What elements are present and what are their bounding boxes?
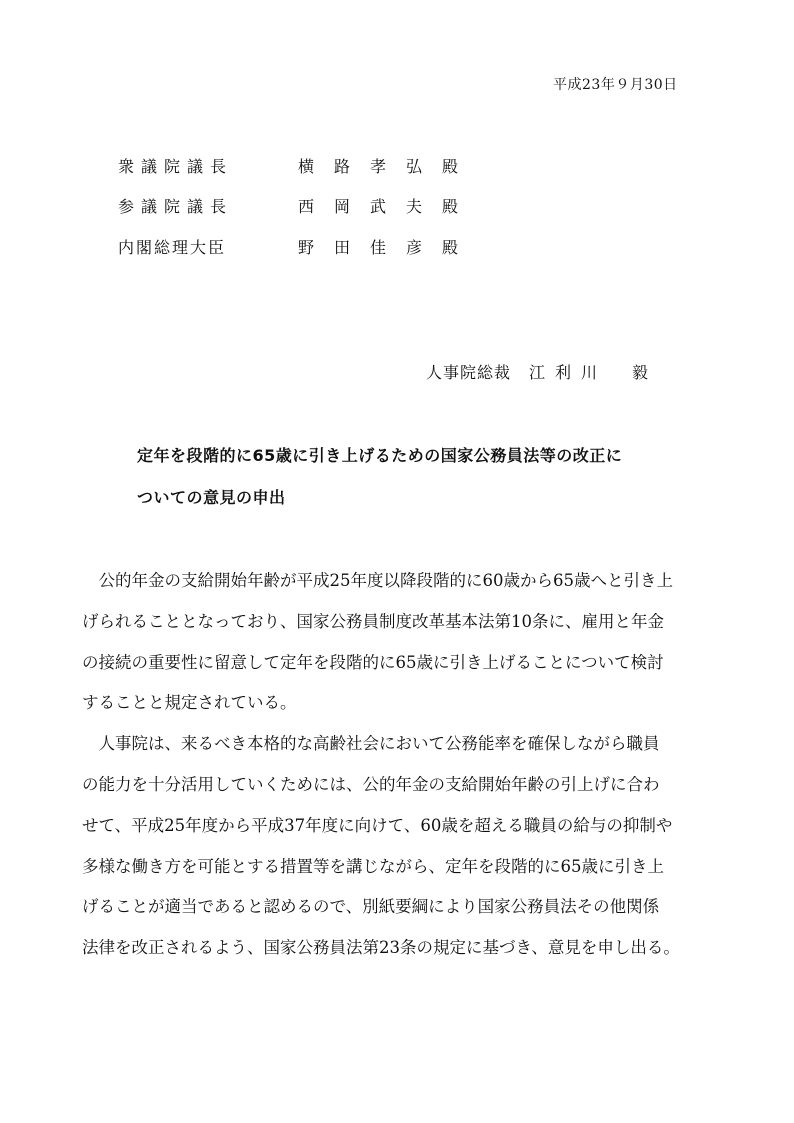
paragraph-line: げることが適当であると認めるので、別紙要綱により国家公務員法その他関係	[82, 897, 660, 917]
paragraph-2	[82, 724, 722, 969]
paragraph-line: することと規定されている。	[82, 693, 297, 713]
addressee-name-3: 野田佳彦殿	[298, 238, 479, 257]
addressee-title-1: 衆議院議長	[118, 157, 234, 176]
heading-line-2: ついての意見の申出	[137, 488, 286, 507]
paragraph-line: 人事院は、来るべき本格的な高齢社会において公務能率を確保しながら職員	[82, 734, 660, 754]
body-text	[82, 561, 722, 969]
addressee-title-3: 内閣総理大臣	[118, 238, 227, 257]
heading-line-1: 定年を段階的に65歳に引き上げるための国家公務員法等の改正に	[137, 446, 623, 465]
paragraph-line: げられることとなっており、国家公務員制度改革基本法第10条に、雇用と年金	[82, 611, 664, 631]
addressee-name-1: 横路孝弘殿	[298, 157, 479, 176]
sender-name: 江利川	[529, 363, 608, 382]
addressee-name-2: 西岡武夫殿	[298, 197, 479, 216]
addressee-title-2: 参議院議長	[118, 197, 234, 216]
paragraph-line: 多様な働き方を可能とする措置等を講じながら、定年を段階的に65歳に引き上	[82, 856, 664, 876]
sender-block	[426, 360, 648, 383]
paragraph-line: 公的年金の支給開始年齢が平成25年度以降段階的に60歳から65歳へと引き上	[82, 571, 673, 590]
sender-name-given: 毅	[632, 363, 649, 382]
paragraph-line: の能力を十分活用していくためには、公的年金の支給開始年齢の引上げに合わ	[82, 774, 660, 794]
paragraph-line: せて、平成25年度から平成37年度に向けて、60歳を超える職員の給与の抑制や	[82, 815, 673, 835]
document-date: 平成23年９月30日	[553, 77, 678, 93]
sender-title: 人事院総裁	[426, 363, 512, 382]
paragraph-1	[82, 561, 722, 724]
paragraph-line: の接続の重要性に留意して定年を段階的に65歳に引き上げることについて検討	[82, 652, 664, 672]
paragraph-line: 法律を改正されるよう、国家公務員法第23条の規定に基づき、意見を申し出る。	[82, 938, 680, 958]
